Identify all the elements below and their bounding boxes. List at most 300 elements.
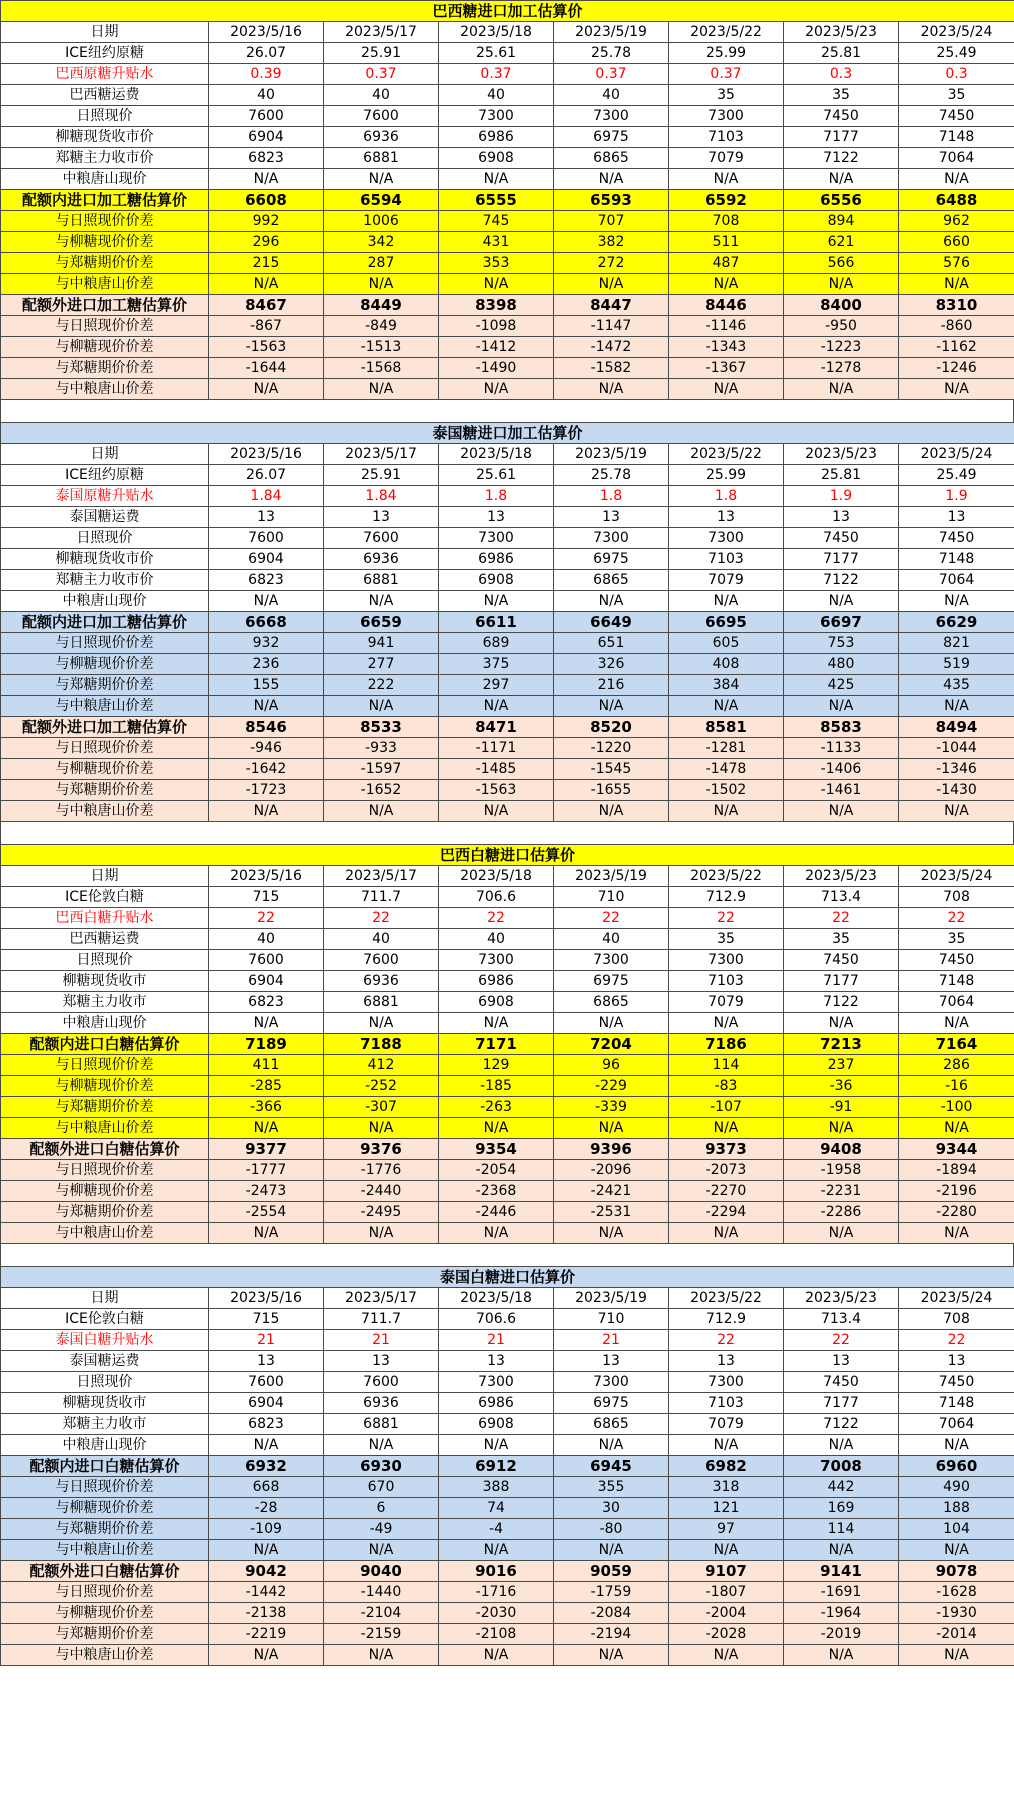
table-row xyxy=(1,1393,1014,1414)
row-label: 与日照现价价差 xyxy=(1,738,209,759)
table-row xyxy=(1,1435,1014,1456)
price-table-2 xyxy=(0,844,1014,1244)
table-row xyxy=(1,696,1014,717)
table-cell: -2073 xyxy=(669,1160,784,1181)
row-label: ICE伦敦白糖 xyxy=(1,887,209,908)
table-cell: -1430 xyxy=(899,780,1014,801)
table-title: 巴西白糖进口估算价 xyxy=(1,845,1014,866)
table-row xyxy=(1,85,1014,106)
table-cell: 375 xyxy=(439,654,554,675)
table-cell: 713.4 xyxy=(784,887,899,908)
table-row xyxy=(1,1118,1014,1139)
table-cell: N/A xyxy=(324,274,439,295)
row-label: 与中粮唐山价差 xyxy=(1,1540,209,1561)
table-cell: N/A xyxy=(669,1645,784,1666)
table-row xyxy=(1,570,1014,591)
table-row xyxy=(1,444,1014,465)
table-cell: 7064 xyxy=(899,1414,1014,1435)
row-label: 中粮唐山现价 xyxy=(1,169,209,190)
table-cell: 2023/5/22 xyxy=(669,866,784,887)
price-table-3 xyxy=(0,1266,1014,1666)
table-row xyxy=(1,1288,1014,1309)
row-label: 与郑糖期价价差 xyxy=(1,358,209,379)
table-cell: 2023/5/23 xyxy=(784,866,899,887)
table-cell: 7189 xyxy=(209,1034,324,1055)
table-cell: N/A xyxy=(669,169,784,190)
table-cell: 711.7 xyxy=(324,1309,439,1330)
table-cell: 96 xyxy=(554,1055,669,1076)
table-cell: 6695 xyxy=(669,612,784,633)
table-cell: 25.99 xyxy=(669,43,784,64)
table-cell: 6986 xyxy=(439,971,554,992)
table-cell: 1.8 xyxy=(439,486,554,507)
table-cell: N/A xyxy=(899,801,1014,822)
table-cell: N/A xyxy=(439,379,554,400)
table-cell: 25.78 xyxy=(554,43,669,64)
row-label: 与柳糖现价价差 xyxy=(1,654,209,675)
table-row xyxy=(1,1456,1014,1477)
table-cell: 715 xyxy=(209,1309,324,1330)
row-label: 郑糖主力收市价 xyxy=(1,570,209,591)
row-label: 与日照现价价差 xyxy=(1,211,209,232)
table-cell: N/A xyxy=(209,1435,324,1456)
row-label: 与日照现价价差 xyxy=(1,1582,209,1603)
row-label: 柳糖现货收市价 xyxy=(1,127,209,148)
table-cell: -1545 xyxy=(554,759,669,780)
table-cell: N/A xyxy=(899,379,1014,400)
table-row xyxy=(1,148,1014,169)
table-row xyxy=(1,759,1014,780)
table-cell: -4 xyxy=(439,1519,554,1540)
table-cell: 7300 xyxy=(439,106,554,127)
table-cell: -307 xyxy=(324,1097,439,1118)
table-row xyxy=(1,717,1014,738)
table-row xyxy=(1,106,1014,127)
table-cell: 6908 xyxy=(439,992,554,1013)
table-cell: -1246 xyxy=(899,358,1014,379)
table-title-row xyxy=(1,1267,1014,1288)
table-title-row xyxy=(1,845,1014,866)
table-cell: N/A xyxy=(554,1223,669,1244)
table-cell: 6908 xyxy=(439,570,554,591)
table-cell: N/A xyxy=(439,1540,554,1561)
table-cell: N/A xyxy=(209,1118,324,1139)
table-cell: 9376 xyxy=(324,1139,439,1160)
table-cell: 668 xyxy=(209,1477,324,1498)
table-cell: 442 xyxy=(784,1477,899,1498)
table-row xyxy=(1,274,1014,295)
table-cell: 6960 xyxy=(899,1456,1014,1477)
table-cell: 2023/5/22 xyxy=(669,444,784,465)
table-cell: -366 xyxy=(209,1097,324,1118)
table-cell: N/A xyxy=(209,379,324,400)
table-cell: -1644 xyxy=(209,358,324,379)
table-cell: -2473 xyxy=(209,1181,324,1202)
table-cell: 1.84 xyxy=(209,486,324,507)
table-cell: 6982 xyxy=(669,1456,784,1477)
table-cell: 1006 xyxy=(324,211,439,232)
table-cell: -1513 xyxy=(324,337,439,358)
table-cell: 7103 xyxy=(669,549,784,570)
table-cell: N/A xyxy=(324,1540,439,1561)
table-cell: 35 xyxy=(899,929,1014,950)
table-cell: -867 xyxy=(209,316,324,337)
table-cell: -2531 xyxy=(554,1202,669,1223)
table-cell: 6930 xyxy=(324,1456,439,1477)
row-label: 与郑糖期价价差 xyxy=(1,1097,209,1118)
table-cell: 605 xyxy=(669,633,784,654)
table-cell: 6649 xyxy=(554,612,669,633)
table-cell: 9107 xyxy=(669,1561,784,1582)
table-cell: 40 xyxy=(209,929,324,950)
table-cell: 6986 xyxy=(439,549,554,570)
row-label: 与郑糖期价价差 xyxy=(1,253,209,274)
table-cell: N/A xyxy=(784,801,899,822)
table-cell: -1147 xyxy=(554,316,669,337)
table-cell: -1098 xyxy=(439,316,554,337)
table-cell: 25.61 xyxy=(439,465,554,486)
table-cell: 384 xyxy=(669,675,784,696)
table-cell: -1223 xyxy=(784,337,899,358)
table-row xyxy=(1,1160,1014,1181)
table-cell: 7188 xyxy=(324,1034,439,1055)
row-label: 中粮唐山现价 xyxy=(1,591,209,612)
table-cell: 8471 xyxy=(439,717,554,738)
table-row xyxy=(1,612,1014,633)
table-cell: 7213 xyxy=(784,1034,899,1055)
table-cell: N/A xyxy=(669,696,784,717)
table-cell: -16 xyxy=(899,1076,1014,1097)
table-cell: 2023/5/19 xyxy=(554,22,669,43)
table-cell: N/A xyxy=(784,1645,899,1666)
table-cell: 6865 xyxy=(554,148,669,169)
row-label: ICE纽约原糖 xyxy=(1,465,209,486)
table-row xyxy=(1,507,1014,528)
table-cell: 713.4 xyxy=(784,1309,899,1330)
row-label: 与中粮唐山价差 xyxy=(1,1118,209,1139)
table-cell: 6881 xyxy=(324,992,439,1013)
table-cell: N/A xyxy=(439,274,554,295)
table-row xyxy=(1,929,1014,950)
table-row xyxy=(1,1034,1014,1055)
table-cell: 6936 xyxy=(324,1393,439,1414)
table-cell: -229 xyxy=(554,1076,669,1097)
table-cell: 7450 xyxy=(899,528,1014,549)
table-title-row xyxy=(1,1,1014,22)
table-row xyxy=(1,232,1014,253)
row-label: 巴西原糖升贴水 xyxy=(1,64,209,85)
table-cell: 7064 xyxy=(899,992,1014,1013)
table-row xyxy=(1,591,1014,612)
table-cell: 2023/5/17 xyxy=(324,22,439,43)
table-cell: -2495 xyxy=(324,1202,439,1223)
table-cell: 104 xyxy=(899,1519,1014,1540)
block-spacer xyxy=(0,400,1014,422)
table-row xyxy=(1,1076,1014,1097)
table-cell: 7600 xyxy=(209,106,324,127)
table-cell: N/A xyxy=(784,274,899,295)
table-cell: N/A xyxy=(209,169,324,190)
table-cell: 9059 xyxy=(554,1561,669,1582)
table-cell: -2446 xyxy=(439,1202,554,1223)
table-cell: 9141 xyxy=(784,1561,899,1582)
table-cell: 7450 xyxy=(899,106,1014,127)
row-label: 与柳糖现价价差 xyxy=(1,1498,209,1519)
table-cell: 7148 xyxy=(899,971,1014,992)
table-cell: N/A xyxy=(899,274,1014,295)
table-cell: 2023/5/19 xyxy=(554,1288,669,1309)
table-cell: 40 xyxy=(439,929,554,950)
table-cell: 2023/5/16 xyxy=(209,1288,324,1309)
table-cell: 26.07 xyxy=(209,43,324,64)
row-label: 与中粮唐山价差 xyxy=(1,274,209,295)
table-cell: 6555 xyxy=(439,190,554,211)
table-row xyxy=(1,1540,1014,1561)
table-cell: 435 xyxy=(899,675,1014,696)
table-cell: 13 xyxy=(784,507,899,528)
table-cell: 297 xyxy=(439,675,554,696)
table-cell: N/A xyxy=(439,591,554,612)
row-label: 与柳糖现价价差 xyxy=(1,1181,209,1202)
table-cell: 13 xyxy=(324,507,439,528)
table-cell: 9373 xyxy=(669,1139,784,1160)
table-row xyxy=(1,1582,1014,1603)
table-row xyxy=(1,465,1014,486)
row-label: 巴西白糖升贴水 xyxy=(1,908,209,929)
table-cell: -1723 xyxy=(209,780,324,801)
table-cell: 0.37 xyxy=(669,64,784,85)
table-cell: 487 xyxy=(669,253,784,274)
table-cell: 1.8 xyxy=(669,486,784,507)
table-cell: 342 xyxy=(324,232,439,253)
table-cell: N/A xyxy=(439,1118,554,1139)
table-cell: 7079 xyxy=(669,148,784,169)
row-label: 与中粮唐山价差 xyxy=(1,379,209,400)
table-row xyxy=(1,64,1014,85)
table-cell: -1133 xyxy=(784,738,899,759)
table-cell: -2286 xyxy=(784,1202,899,1223)
table-row xyxy=(1,295,1014,316)
table-cell: 7079 xyxy=(669,1414,784,1435)
table-cell: -1777 xyxy=(209,1160,324,1181)
table-row xyxy=(1,22,1014,43)
row-label: 郑糖主力收市价 xyxy=(1,148,209,169)
table-cell: 706.6 xyxy=(439,887,554,908)
table-cell: -185 xyxy=(439,1076,554,1097)
table-cell: 2023/5/24 xyxy=(899,866,1014,887)
table-cell: N/A xyxy=(899,1118,1014,1139)
table-cell: 7450 xyxy=(899,1372,1014,1393)
table-cell: 408 xyxy=(669,654,784,675)
table-cell: 7600 xyxy=(324,1372,439,1393)
row-label: 泰国糖运费 xyxy=(1,1351,209,1372)
table-cell: 169 xyxy=(784,1498,899,1519)
table-cell: 188 xyxy=(899,1498,1014,1519)
table-cell: 6865 xyxy=(554,1414,669,1435)
row-label: 与郑糖期价价差 xyxy=(1,1202,209,1223)
table-cell: 425 xyxy=(784,675,899,696)
table-cell: 7064 xyxy=(899,570,1014,591)
table-cell: 7300 xyxy=(554,528,669,549)
table-cell: -1930 xyxy=(899,1603,1014,1624)
table-cell: 155 xyxy=(209,675,324,696)
table-cell: 7079 xyxy=(669,992,784,1013)
row-label: 配额外进口白糖估算价 xyxy=(1,1139,209,1160)
row-label: 与柳糖现价价差 xyxy=(1,232,209,253)
table-cell: 2023/5/22 xyxy=(669,1288,784,1309)
table-cell: 272 xyxy=(554,253,669,274)
table-row xyxy=(1,801,1014,822)
table-cell: 13 xyxy=(554,507,669,528)
table-cell: N/A xyxy=(899,169,1014,190)
table-cell: 35 xyxy=(669,85,784,106)
table-cell: 2023/5/18 xyxy=(439,444,554,465)
table-title-row xyxy=(1,423,1014,444)
table-cell: N/A xyxy=(554,1118,669,1139)
table-cell: N/A xyxy=(784,1118,899,1139)
table-cell: 318 xyxy=(669,1477,784,1498)
table-cell: -2270 xyxy=(669,1181,784,1202)
table-cell: N/A xyxy=(554,274,669,295)
table-cell: -1563 xyxy=(209,337,324,358)
row-label: 与柳糖现价价差 xyxy=(1,1603,209,1624)
row-label: 与日照现价价差 xyxy=(1,633,209,654)
table-cell: 25.61 xyxy=(439,43,554,64)
table-cell: 129 xyxy=(439,1055,554,1076)
table-cell: 7103 xyxy=(669,1393,784,1414)
row-label: 巴西糖运费 xyxy=(1,929,209,950)
table-row xyxy=(1,1223,1014,1244)
table-cell: 35 xyxy=(784,929,899,950)
table-cell: N/A xyxy=(669,1223,784,1244)
table-row xyxy=(1,1561,1014,1582)
table-cell: 22 xyxy=(899,908,1014,929)
table-cell: 6488 xyxy=(899,190,1014,211)
table-row xyxy=(1,337,1014,358)
table-cell: 2023/5/19 xyxy=(554,444,669,465)
table-cell: 7122 xyxy=(784,1414,899,1435)
price-table-0 xyxy=(0,0,1014,400)
table-cell: -1490 xyxy=(439,358,554,379)
table-cell: 0.3 xyxy=(899,64,1014,85)
table-cell: N/A xyxy=(209,274,324,295)
table-cell: -1146 xyxy=(669,316,784,337)
table-cell: 25.49 xyxy=(899,465,1014,486)
row-label: 与日照现价价差 xyxy=(1,316,209,337)
table-cell: 715 xyxy=(209,887,324,908)
table-cell: 9016 xyxy=(439,1561,554,1582)
table-cell: 2023/5/24 xyxy=(899,1288,1014,1309)
table-cell: 6904 xyxy=(209,1393,324,1414)
table-cell: 6975 xyxy=(554,127,669,148)
row-label: 柳糖现货收市价 xyxy=(1,549,209,570)
table-row xyxy=(1,633,1014,654)
row-label: 柳糖现货收市 xyxy=(1,1393,209,1414)
table-cell: -1485 xyxy=(439,759,554,780)
table-cell: 7300 xyxy=(439,1372,554,1393)
table-cell: 7450 xyxy=(784,528,899,549)
table-cell: 8446 xyxy=(669,295,784,316)
table-cell: N/A xyxy=(324,1435,439,1456)
table-row xyxy=(1,211,1014,232)
row-label: 与日照现价价差 xyxy=(1,1055,209,1076)
table-cell: -2368 xyxy=(439,1181,554,1202)
table-cell: -1281 xyxy=(669,738,784,759)
row-label: 配额外进口白糖估算价 xyxy=(1,1561,209,1582)
table-cell: 2023/5/23 xyxy=(784,444,899,465)
table-cell: -2294 xyxy=(669,1202,784,1223)
table-cell: 2023/5/17 xyxy=(324,444,439,465)
table-cell: 7122 xyxy=(784,148,899,169)
table-cell: 490 xyxy=(899,1477,1014,1498)
table-cell: 13 xyxy=(899,507,1014,528)
table-cell: 6986 xyxy=(439,1393,554,1414)
row-label: 日期 xyxy=(1,866,209,887)
table-row xyxy=(1,358,1014,379)
table-cell: 8581 xyxy=(669,717,784,738)
table-cell: 651 xyxy=(554,633,669,654)
table-cell: N/A xyxy=(554,1645,669,1666)
table-cell: 7300 xyxy=(554,1372,669,1393)
table-cell: -2096 xyxy=(554,1160,669,1181)
table-cell: 22 xyxy=(554,908,669,929)
table-cell: 992 xyxy=(209,211,324,232)
table-cell: 35 xyxy=(669,929,784,950)
table-cell: -2219 xyxy=(209,1624,324,1645)
table-cell: 8494 xyxy=(899,717,1014,738)
table-cell: 22 xyxy=(784,1330,899,1351)
table-cell: 6912 xyxy=(439,1456,554,1477)
table-cell: 6592 xyxy=(669,190,784,211)
table-cell: 21 xyxy=(324,1330,439,1351)
table-cell: -950 xyxy=(784,316,899,337)
table-cell: -1776 xyxy=(324,1160,439,1181)
table-cell: N/A xyxy=(209,696,324,717)
table-cell: 7164 xyxy=(899,1034,1014,1055)
table-title: 泰国白糖进口估算价 xyxy=(1,1267,1014,1288)
table-cell: 25.91 xyxy=(324,43,439,64)
table-cell: 6904 xyxy=(209,971,324,992)
table-cell: 21 xyxy=(554,1330,669,1351)
table-cell: -1343 xyxy=(669,337,784,358)
table-cell: -1628 xyxy=(899,1582,1014,1603)
table-row xyxy=(1,1414,1014,1435)
table-cell: -1655 xyxy=(554,780,669,801)
table-cell: 6865 xyxy=(554,570,669,591)
table-cell: 2023/5/18 xyxy=(439,22,554,43)
table-cell: 431 xyxy=(439,232,554,253)
table-cell: 8520 xyxy=(554,717,669,738)
table-cell: 6975 xyxy=(554,971,669,992)
table-row xyxy=(1,169,1014,190)
table-cell: N/A xyxy=(439,1223,554,1244)
row-label: 与中粮唐山价差 xyxy=(1,801,209,822)
table-cell: -100 xyxy=(899,1097,1014,1118)
table-cell: -1478 xyxy=(669,759,784,780)
table-cell: 22 xyxy=(784,908,899,929)
table-row xyxy=(1,1202,1014,1223)
table-cell: 277 xyxy=(324,654,439,675)
table-cell: N/A xyxy=(209,1223,324,1244)
table-cell: 411 xyxy=(209,1055,324,1076)
table-cell: 25.49 xyxy=(899,43,1014,64)
table-cell: 1.84 xyxy=(324,486,439,507)
table-cell: -1759 xyxy=(554,1582,669,1603)
table-cell: 2023/5/18 xyxy=(439,866,554,887)
table-cell: 25.81 xyxy=(784,465,899,486)
table-cell: 8533 xyxy=(324,717,439,738)
table-cell: 962 xyxy=(899,211,1014,232)
